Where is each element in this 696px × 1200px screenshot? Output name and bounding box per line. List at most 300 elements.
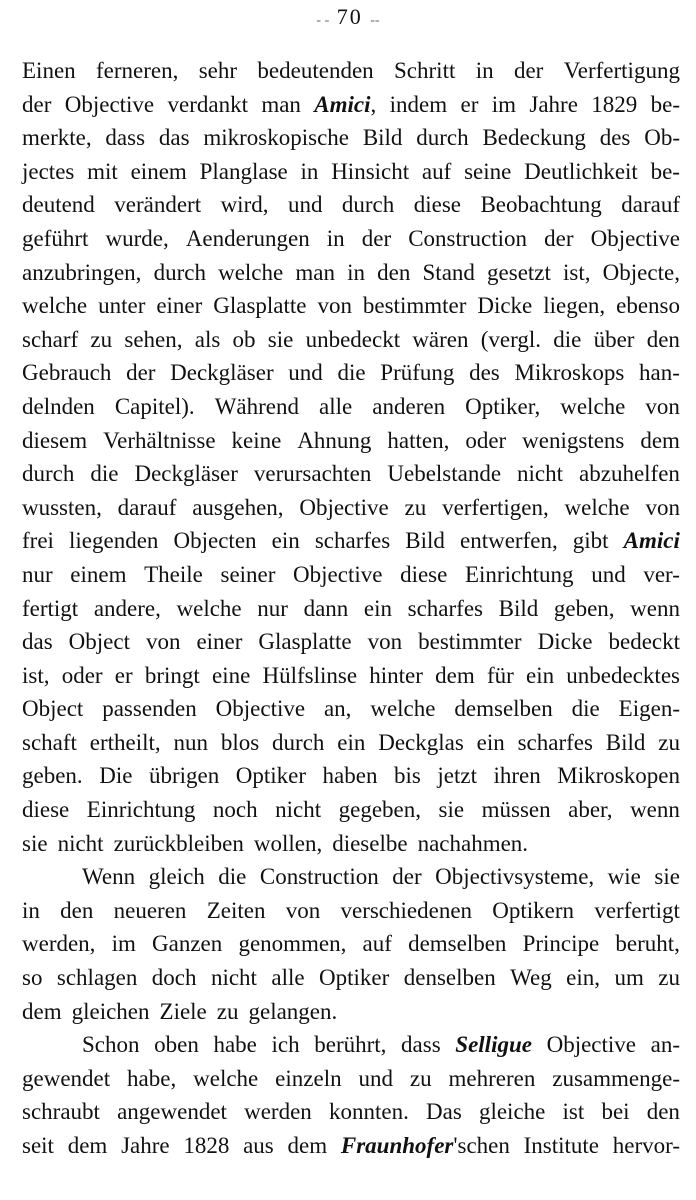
text-line (22, 860, 680, 894)
word: Fraunhofer'schen (340, 1133, 510, 1158)
word: mit (87, 158, 118, 184)
text-line (22, 491, 680, 525)
word: von (145, 629, 181, 655)
word: jetzt (437, 763, 477, 789)
word: diese (413, 192, 461, 218)
word: unbedecktes (566, 662, 680, 688)
word: Construction (259, 864, 379, 890)
word: welche (370, 696, 436, 722)
word: bedeutenden (257, 58, 374, 83)
word: Objecte, (602, 259, 680, 285)
word: seiner (220, 561, 276, 587)
word: dem (67, 1133, 108, 1158)
word: darauf (621, 192, 680, 218)
word: ist, (22, 662, 50, 688)
word: Bild (605, 729, 646, 755)
word: als (194, 326, 221, 352)
word: hervor- (612, 1133, 680, 1158)
word: Bedeckung (482, 125, 586, 151)
word: dem (287, 1133, 328, 1158)
word: blos (220, 729, 260, 755)
word: fertigt (22, 595, 79, 621)
text-line (22, 625, 680, 659)
word: werden, (22, 931, 96, 957)
word: passenden (102, 696, 197, 722)
word: dem (640, 427, 680, 453)
word: von (645, 393, 680, 419)
word: unbedeckt (305, 326, 401, 352)
word: und (287, 192, 323, 218)
word: geben. (22, 763, 83, 789)
word: beruht, (615, 931, 680, 957)
word: übrigen (148, 763, 220, 789)
word: des (469, 360, 500, 386)
word: 1829 (591, 91, 638, 117)
word: Planglase (199, 158, 288, 184)
word: Hülfslinse (262, 662, 358, 688)
word: einer (196, 629, 243, 655)
word: Schritt (394, 58, 456, 83)
word: von (367, 629, 403, 655)
word: im (111, 931, 136, 957)
word: die (218, 864, 247, 890)
word: ein (476, 729, 505, 755)
word: zu (90, 326, 113, 352)
word: diese (400, 561, 448, 587)
word: der (22, 91, 52, 117)
word: Objective (546, 1032, 636, 1058)
word: sehr (198, 58, 238, 83)
word: geführt (22, 225, 89, 251)
word: schlagen (56, 965, 138, 991)
word: dem (22, 998, 62, 1024)
word: nur (257, 595, 288, 621)
word: bei (601, 1099, 630, 1125)
word: nur (22, 561, 53, 587)
word: Bild (498, 595, 539, 621)
word: wussten, (22, 494, 102, 520)
word: Das (426, 1099, 462, 1125)
word: ich (271, 1032, 300, 1058)
word: anzubringen, (22, 259, 142, 285)
word: hatten, (387, 427, 450, 453)
word: ausgehen, (192, 494, 284, 520)
word: gleiche (478, 1099, 546, 1125)
word: das (158, 125, 190, 151)
text-line (22, 289, 680, 323)
word: Ziele (159, 998, 207, 1024)
body-text (22, 54, 680, 1163)
word: wenn (630, 797, 680, 823)
word: entwerfen, (460, 528, 558, 554)
word: und (358, 1065, 393, 1091)
text-line (22, 692, 680, 726)
word: bringt (144, 662, 200, 688)
word: berührt, (314, 1032, 387, 1058)
word: Weg (510, 965, 552, 991)
word: zu (404, 494, 427, 520)
word: welche (193, 1065, 259, 1091)
word: zurückbleiben (113, 830, 244, 856)
word: Uebelstande (387, 461, 502, 487)
word: Amici (623, 528, 680, 554)
word: Wenn (82, 864, 136, 890)
word: keine (231, 427, 282, 453)
word: bestimmter (418, 629, 522, 655)
word: 1828 (183, 1133, 230, 1158)
word: in (326, 225, 345, 251)
word: konnten. (328, 1099, 409, 1125)
word: Objective (299, 494, 389, 520)
word: Eigen- (618, 696, 680, 722)
text-line (22, 424, 680, 458)
word: um (614, 965, 644, 991)
word: verändert (114, 192, 202, 218)
word: im (491, 91, 517, 117)
word: der (392, 864, 422, 890)
word: seit (22, 1133, 54, 1158)
word: scharfes (517, 729, 593, 755)
word: Optiker (235, 763, 307, 789)
text-line (22, 524, 680, 558)
word: merkte, (22, 125, 92, 151)
word: zusammenge- (552, 1065, 680, 1091)
text-line (22, 927, 680, 961)
word: Ahnung (297, 427, 372, 453)
word: Aenderungen (185, 225, 310, 251)
word: Construction (408, 225, 528, 251)
word: Capitel). (114, 393, 195, 419)
word: Während (214, 393, 300, 419)
word: abzuhelfen (579, 461, 680, 487)
text-line (22, 1129, 680, 1163)
word: Beobachtung (480, 192, 602, 218)
word: denselben (403, 965, 496, 991)
word: Amici, (314, 91, 377, 117)
text-line (22, 961, 680, 995)
word: dieselbe (332, 830, 408, 856)
paragraph (22, 860, 680, 1028)
word: welche (560, 393, 626, 419)
word: Objective (215, 696, 306, 722)
word: eine (212, 662, 251, 688)
word: verfertigen, (442, 494, 549, 520)
word: ver- (643, 561, 680, 587)
text-line (22, 323, 680, 357)
word: zu (216, 998, 239, 1024)
text-line (22, 726, 680, 760)
word: wie (607, 864, 641, 890)
word: liegenden (69, 528, 159, 554)
word: ein (271, 528, 300, 554)
word: der (361, 225, 392, 251)
word: wenn (630, 595, 680, 621)
word: sie (22, 830, 48, 856)
word: habe, (127, 1065, 177, 1091)
word: welche (22, 293, 88, 319)
word: gewendet (22, 1065, 111, 1091)
word: den (377, 259, 411, 285)
word: werden (244, 1099, 312, 1125)
word: Bild (362, 125, 403, 151)
word: Optiker, (465, 393, 541, 419)
word: wollen, (253, 830, 323, 856)
word: zu (658, 965, 680, 991)
page-number-dash-right: -- (370, 13, 380, 28)
word: dass (105, 125, 146, 151)
word: andere, (93, 595, 161, 621)
word: Jahre (529, 91, 578, 117)
word: man (261, 91, 301, 117)
word: Objective (64, 91, 155, 117)
word: Verhältnisse (103, 427, 216, 453)
text-line (22, 995, 680, 1029)
word: gleich (148, 864, 205, 890)
word: in (475, 58, 494, 83)
word: sehen, (124, 326, 183, 352)
word: zu (409, 1065, 432, 1091)
word: Verfertigung (563, 58, 680, 83)
page-number-dash-left: - - (316, 13, 330, 28)
word: er (460, 91, 479, 117)
word: Glasplatte (258, 629, 352, 655)
word: die (553, 326, 582, 352)
text-line (22, 390, 680, 424)
word: alle (271, 965, 305, 991)
word: Dicke (477, 293, 533, 319)
word: han- (639, 360, 680, 386)
word: bestimmter (362, 293, 467, 319)
word: seine (464, 158, 512, 184)
word: liegen, (543, 293, 606, 319)
text-line (22, 155, 680, 189)
word: müssen (481, 797, 551, 823)
word: Schon (82, 1032, 140, 1058)
word: von (317, 293, 352, 319)
text-line (22, 222, 680, 256)
word: Optikern (492, 897, 575, 923)
word: dass (401, 1032, 441, 1058)
text-line (22, 894, 680, 928)
word: wären (412, 326, 469, 352)
word: welche (218, 259, 284, 285)
paragraph (22, 1028, 680, 1162)
text-line (22, 659, 680, 693)
word: be- (650, 158, 680, 184)
word: den (60, 897, 94, 923)
word: in (22, 897, 40, 923)
text-line (22, 793, 680, 827)
word: die (571, 696, 600, 722)
word: dann (303, 595, 349, 621)
word: Bild (405, 528, 445, 554)
word: durch (416, 125, 469, 151)
word: dem (435, 662, 475, 688)
word: für (486, 662, 514, 688)
word: über (593, 326, 635, 352)
word: Jahre (121, 1133, 170, 1158)
word: ein (337, 729, 366, 755)
text-line (22, 457, 680, 491)
word: ist, (563, 259, 591, 285)
word: er (114, 662, 133, 688)
word: durch (153, 259, 206, 285)
text-line (22, 1062, 680, 1096)
word: gesetzt (487, 259, 551, 285)
word: Gebrauch (22, 360, 112, 386)
word: delnden (22, 393, 95, 419)
word: mehreren (448, 1065, 536, 1091)
text-line (22, 188, 680, 222)
word: Theile (144, 561, 203, 587)
word: Deckgläser (134, 461, 238, 487)
word: Objective (293, 561, 383, 587)
word: ebenso (616, 293, 680, 319)
word: schraubt (22, 1099, 100, 1125)
word: scharf (22, 326, 79, 352)
word: ist (562, 1099, 585, 1125)
word: Einen (22, 58, 76, 83)
word: Deutlichkeit (524, 158, 638, 184)
word: man (295, 259, 335, 285)
word: und (288, 360, 323, 386)
text-line (22, 558, 680, 592)
word: verursachten (253, 461, 372, 487)
word: geben, (553, 595, 615, 621)
word: nun (173, 729, 208, 755)
word: von (285, 897, 321, 923)
word: des (599, 125, 631, 151)
word: Ob- (644, 125, 680, 151)
word: in (347, 259, 366, 285)
word: ferneren, (96, 58, 179, 83)
text-line (22, 592, 680, 626)
word: einem (70, 561, 127, 587)
word: gleichen (71, 998, 150, 1024)
word: auf (421, 158, 452, 184)
word: welche (564, 494, 630, 520)
word: und (591, 561, 626, 587)
word: verfertigt (594, 897, 680, 923)
word: welche (176, 595, 242, 621)
word: Objectivsysteme, (435, 864, 595, 890)
text-line (22, 827, 680, 861)
word: die (337, 360, 366, 386)
word: Deckgläser (170, 360, 274, 386)
text-line (22, 88, 680, 122)
word: Hinsicht (331, 158, 410, 184)
word: einzeln (275, 1065, 342, 1091)
word: ihren (493, 763, 541, 789)
word: haben (322, 763, 378, 789)
word: Glasplatte (213, 293, 307, 319)
word: ein (363, 595, 393, 621)
word: Optiker (319, 965, 390, 991)
word: durch (22, 461, 75, 487)
word: Institute (523, 1133, 600, 1158)
text-line (22, 759, 680, 793)
word: deutend (22, 192, 95, 218)
text-line (22, 54, 680, 88)
text-line (22, 121, 680, 155)
word: genommen, (238, 931, 347, 957)
word: ob (232, 326, 256, 352)
word: (vergl. (480, 326, 541, 352)
word: jectes (22, 158, 75, 184)
word: Object (22, 696, 84, 722)
word: an- (650, 1032, 680, 1058)
word: wurde, (105, 225, 169, 251)
word: Prüfung (380, 360, 455, 386)
text-line (22, 356, 680, 390)
word: diesem (22, 427, 88, 453)
word: mikroskopische (203, 125, 349, 151)
word: frei (22, 528, 54, 554)
page-number (0, 4, 696, 30)
word: in (300, 158, 319, 184)
word: Objecten (173, 528, 257, 554)
word: anderen (372, 393, 446, 419)
word: wird, (220, 192, 269, 218)
word: an, (323, 696, 352, 722)
word: nicht (57, 830, 104, 856)
word: sie (438, 797, 465, 823)
word: gegeben, (338, 797, 422, 823)
word: bedeckt (608, 629, 680, 655)
word: Einrichtung (464, 561, 574, 587)
word: Principe (522, 931, 600, 957)
word: habe (213, 1032, 257, 1058)
word: Die (99, 763, 133, 789)
word: nicht (210, 965, 257, 991)
word: gibt (572, 528, 609, 554)
word: bis (394, 763, 421, 789)
word: aus (243, 1133, 274, 1158)
word: Zeiten (206, 897, 266, 923)
word: Mikroskops (514, 360, 625, 386)
word: Ganzen (152, 931, 223, 957)
word: sie (267, 326, 294, 352)
word: gelangen. (248, 998, 338, 1024)
word: diese (22, 797, 70, 823)
word: noch (212, 797, 258, 823)
word: be- (650, 91, 680, 117)
word: alle (319, 393, 353, 419)
word: durch (272, 729, 325, 755)
word: der (513, 58, 544, 83)
text-line (22, 256, 680, 290)
word: neueren (113, 897, 187, 923)
word: der (126, 360, 156, 386)
word: Einrichtung (86, 797, 196, 823)
word: verdankt (167, 91, 248, 117)
word: sie (654, 864, 680, 890)
word: Mikroskopen (557, 763, 680, 789)
word: von (645, 494, 680, 520)
word: nachahmen. (417, 830, 529, 856)
word: den (646, 326, 680, 352)
word: ein, (566, 965, 601, 991)
word: durch (341, 192, 395, 218)
word: darauf (117, 494, 177, 520)
word: scharfes (314, 528, 391, 554)
word: scharfes (407, 595, 483, 621)
word: zu (658, 729, 680, 755)
word: Object (68, 629, 130, 655)
word: schaft (22, 729, 77, 755)
word: ertheilt, (89, 729, 161, 755)
word: wenigstens (522, 427, 625, 453)
